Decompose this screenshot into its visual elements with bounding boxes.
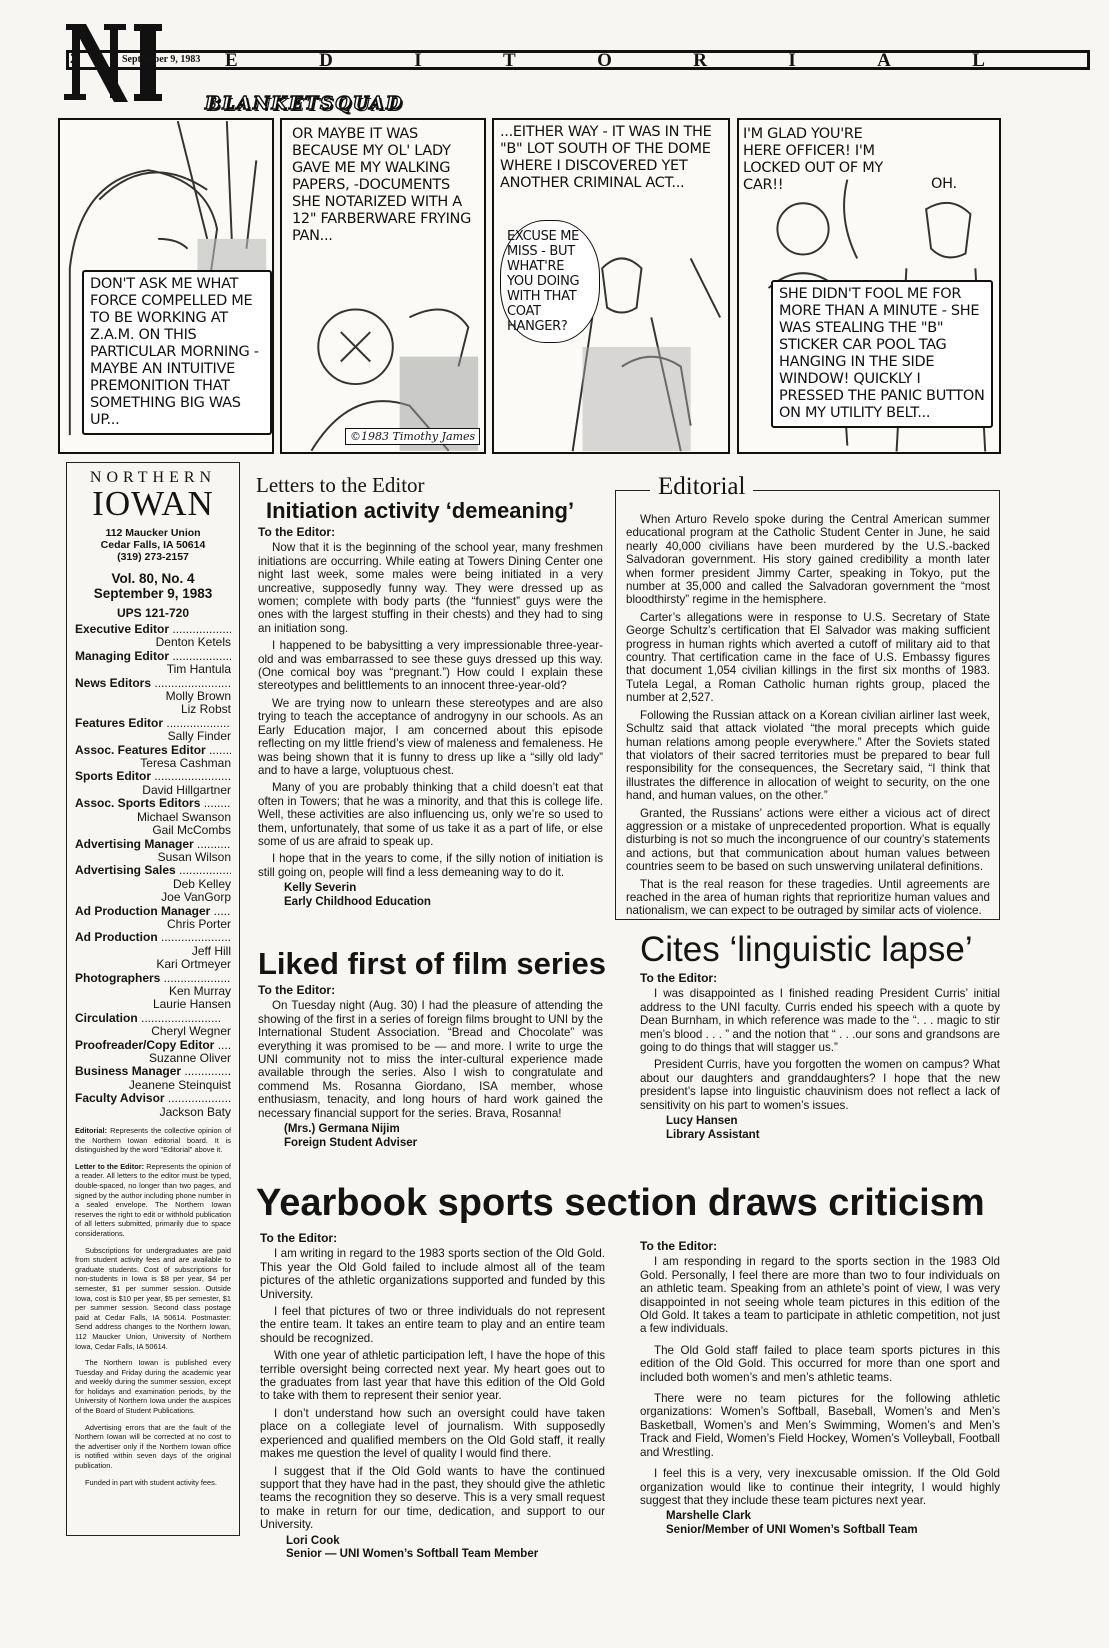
signature-name: (Mrs.) Germana Nijim [284,1123,400,1136]
note-text: Subscriptions for undergraduates are paid from student activity fees and are available to graduate students. Cost of subscriptions for non-students in Iowa is $8 per year, $4 per semester, $1 per summer session. Outside Iowa, cost is $10 per year, $5 per semester, $1 per summer session. Second class postage paid at Cedar Falls, IA 50614. Postmaster: Send address changes to the Northern Iowan, 112 Maucker Union, University of Northern Iowa, Cedar Falls, IA 50614. [75,1245,231,1351]
page-number: 2 [70,51,78,67]
staff-name: Tim Hantula [166,662,231,677]
address-line: 112 Maucker Union [105,527,201,539]
paragraph: I don’t understand how such an oversight could have taken place on a collegiate level of journalism. With supposedly experienced and qualified members on the Old Gold staff, it really makes me question the level of quality I would find there. [260,1406,605,1461]
paragraph: Carter’s allegations were in response to U.S. Secretary of State George Schultz’s certification that El Salvador was making sufficient progress in human rights which averted a cutoff of military aid to that country. That certification came in the face of U.S. Embassy figures that document 1,054 civilian killings in the first six months of 1983. Tutela Legal, a Roman Catholic human rights group, placed the number at 2,527. [626,610,990,705]
note-text: Represents the opinion of a reader. All letters to the editor must be typed, double-spaced, no longer than two pages, and signed by the author including phone number in a sealed envelope. The Northern Iowan reserves the right to edit or withhold publication of all letters submitted, primarily due to space considerations. [75,1161,231,1238]
note-text: Represents the collective opinion of the Northern Iowan editorial board. It is distinguished by the word "Editorial" above it. [75,1126,231,1155]
comic-caption-box: SHE DIDN'T FOOL ME FOR MORE THAN A MINUTE - SHE WAS STEALING THE "B" STICKER CAR POOL TAG HANGING IN THE SIDE WINDOW! QUICKLY I PRESSED THE PANIC BUTTON ON MY UTILITY BELT... [771,280,993,428]
comic-panel-4 [737,118,1001,454]
address-line: Cedar Falls, IA 50614 [100,539,206,551]
staff-name: Jeanene Steinquist [128,1077,231,1092]
paragraph: I suggest that if the Old Gold wants to have the continued support that they have had in the past, they should give the athletic teams the recognition they so deserve. This is a very small request to make in return for our time, dedication, and support to our University. [260,1464,605,1532]
ups-number: UPS 121-720 [116,606,190,620]
note-label: Letter to the Editor: [75,1161,145,1171]
salutation: To the Editor: [640,971,718,985]
masthead-note [75,1478,231,1488]
paragraph: I feel this is a very, very inexcusable omission. If the Old Gold organization would like to continue their integrity, I would highly suggest that they include these team pictures next year. [640,1467,1000,1507]
editorial-box [615,490,1000,920]
masthead-note [75,1358,231,1416]
masthead-notes [75,1126,231,1487]
artist-signature: ©1983 Timothy James [345,428,480,445]
note-text: The Northern Iowan is published every Tuesday and Friday during the academic year and weekly during the summer session, except for holidays and examination periods, by the University of Northern Iowa under the auspices of the Board of Student Publications. [75,1358,231,1416]
note-label: Editorial: [75,1126,108,1136]
yearbook-headline: Yearbook sports section draws criticism [256,1182,985,1224]
masthead-note [75,1126,231,1155]
signature-title: Foreign Student Adviser [284,1136,418,1149]
comic-panel-1 [58,118,274,454]
staff-name: David Hillgartner [142,782,231,797]
section-letter: O [597,50,612,71]
letters-kicker: Letters to the Editor [256,473,425,497]
nameplate-northern: NORTHERN [89,469,217,486]
staff-name: Joe VanGorp [161,890,231,905]
paragraph: I was disappointed as I finished reading President Curris’ initial address to the UNI faculty. Curris ended his speech with a quote by Dean Burnham, in which reference was made to the “. . . magic to stir men’s blood . . . ” and the notion that “ . . .our sons and grandsons are going to do things that will stagger us.” [640,987,1000,1055]
letter-yearbook-right [640,1238,1000,1537]
staff-role: Circulation ..... [75,1012,231,1025]
section-letter: R [693,50,707,71]
comic-title: BLANKETSQUAD [205,93,404,114]
staff-role: Assoc. Sports Editors ..... [75,797,231,810]
masthead-note [75,1246,231,1352]
staff-name: Jeff Hill [191,943,231,958]
section-letter: I [414,50,422,71]
staff-role: Advertising Sales ..... [75,864,231,877]
staff-role: Proofreader/Copy Editor ..... [75,1039,231,1052]
phone: (319) 273-2157 [117,551,189,563]
staff-role: Ad Production Manager ..... [75,905,231,918]
editorial-body [626,513,990,918]
paragraph: I feel that pictures of two or three individuals do not represent the entire team. It takes an entire team to play and an entire team should be recognized. [260,1305,605,1345]
section-name [225,50,985,72]
editorial-title: Editorial [650,473,753,501]
masthead-sidebar [66,462,240,1536]
paragraph: On Tuesday night (Aug. 30) I had the pleasure of attending the showing of the first in a series of foreign films brought to UNI by the International Student Association. “Bread and Chocolate” was everything it was promised to be — and more. I write to urge the UNI community not to miss the inter-cultural experience made available through the series. Also I wish to congratulate and commend Ms. Rosanna Giordano, ISA member, whose enthusiasm, tenacity, and long hours of hard work gained the necessary financial support for the series. Brava, Rosanna! [258,999,603,1120]
letter-body [640,1255,1000,1507]
salutation: To the Editor: [640,1239,718,1253]
letter-body [258,999,603,1120]
staff-name: Teresa Cashman [140,756,231,771]
signature-title: Early Childhood Education [284,895,431,908]
volume: Vol. 80, No. 4 [111,571,195,586]
letter-body [258,541,603,879]
paragraph: President Curris, have you forgotten the women on campus? What about our daughters and granddaughters? I hope that the new president’s lapse into linguistic chauvinism does not reflect a lack of sensitivity on his part to women’s issues. [640,1058,1000,1112]
staff-name: Laurie Hansen [152,997,231,1012]
masthead-date: September 9, 1983 [93,586,213,601]
staff-name: Michael Swanson [136,809,231,824]
paragraph: With one year of athletic participation left, I have the hope of this terrible oversight being corrected next year. My heart goes out to the graduates from last year that have this edition of the Old Gold to take with them to represent their senior year. [260,1349,605,1403]
paragraph: Granted, the Russians’ actions were either a vicious act of direct aggression or a mistake of unprecedented proportion. What is equally disturbing is not so much the incongruence of our country’s statements and actions, but that communication about human values between countries seem to be based on such unswerving unilateral definitions. [626,806,990,874]
staff-name: Cheryl Wegner [151,1024,231,1039]
speech-bubble: EXCUSE ME MISS - BUT WHAT'RE YOU DOING WITH THAT COAT HANGER? [500,220,600,343]
letter-film [258,946,606,1150]
staff-name: Denton Ketels [155,635,231,650]
paragraph: I hope that in the years to come, if the silly notion of initiation is still going on, people will find a less demeaning way to do it. [258,852,603,879]
salutation: To the Editor: [258,983,336,997]
staff-name: Deb Kelley [172,876,231,891]
staff-name: Kari Ortmeyer [156,957,231,972]
paragraph: Following the Russian attack on a Korean civilian airliner last week, Schultz said that attack violated “the moral precepts which guide human relations among people everywhere.” After the Soviets stated that violators of their sacred territories must be prepared to bear full responsibility for the consequences, the Secretary said, “I think that illustrates the difference in allocation of weight to security, on the one hand, and human values, on the other.” [626,708,990,803]
staff-role: Executive Editor ..... [75,623,231,636]
signature-title: Library Assistant [666,1128,760,1141]
comic-caption: DON'T ASK ME WHAT FORCE COMPELLED ME TO BE WORKING AT Z.A.M. ON THIS PARTICULAR MORNING - MAYBE AN INTUITIVE PREMONITION THAT SOMETHING BIG WAS UP... [82,270,272,435]
masthead-note [75,1423,231,1471]
letter-linguistic [640,930,1000,1142]
staff-list [75,623,231,1119]
comic-caption: OR MAYBE IT WAS BECAUSE MY OL' LADY GAVE ME MY WALKING PAPERS, -DOCUMENTS SHE NOTARIZED WITH A 12" FARBERWARE FRYING PAN... [292,126,472,244]
staff-name: Liz Robst [180,702,231,717]
staff-name: Jackson Baty [159,1104,231,1119]
note-text: Advertising errors that are the fault of the Northern Iowan will be corrected at no cost to the advertiser only if the Northern Iowan office is notified within seven days of the original publication. [75,1422,231,1471]
letter-body [640,987,1000,1112]
issue-date: September 9, 1983 [122,54,201,65]
paragraph: That is the real reason for these tragedies. Until agreements are reached in the area of human rights that reprioritize human values and nationalism, we can expect to be outraged by similar acts of violence. [626,877,990,918]
nameplate-iowan: IOWAN [92,484,214,523]
staff-role: Ad Production ..... [75,931,231,944]
staff-name: Susan Wilson [157,849,231,864]
letter-yearbook-left [260,1230,605,1562]
masthead-note [75,1162,231,1239]
staff-name: Sally Finder [167,729,231,744]
letter-body [260,1247,605,1531]
headline: Initiation activity ‘demeaning’ [266,498,575,523]
paragraph: The Old Gold staff failed to place team sports pictures in this edition of the Old Gold. This occurred for more than one sport and included both women’s and men’s athletic teams. [640,1343,1000,1384]
staff-role: Managing Editor ..... [75,650,231,663]
staff-name: Molly Brown [165,689,231,704]
section-letter: E [225,50,238,71]
paragraph: When Arturo Revelo spoke during the Central American summer educational program at the Catholic Student Center in June, he said nearly 40,000 civilians have been murdered by the U.S.-backed Salvadoran government. His story gained credibility a month later when former president Jimmy Carter, speaking in Tokyo, put the number at 35,000 and called the Salvadoran government the “most bloodthirsty” regime in the hemisphere. [626,513,990,607]
section-letter: A [877,50,891,71]
section-letter: T [503,50,516,71]
signature-name: Kelly Severin [284,882,357,895]
headline: Liked first of film series [258,946,606,981]
speech-text: OH. [931,176,957,192]
section-letter: I [788,50,796,71]
paragraph: I happened to be babysitting a very impressionable three-year-old and was embarrassed to see these guys dressed up this way. (One comical boy was “pregnant.”) How could I explain these stereotypes and belittlements to an innocent three-year-old? [258,639,603,693]
headline: Cites ‘linguistic lapse’ [640,930,973,969]
paragraph: There were no team pictures for the following athletic organizations: Women’s Softball, Baseball, Women’s and Men’s Basketball, Women’s and Men’s Swimming, Women’s and Men’s Track and Field, Women’s Field Hockey, Women’s Volleyball, Football and Wrestling. [640,1392,1000,1459]
salutation: To the Editor: [258,525,336,539]
staff-role: Advertising Manager ..... [75,838,231,851]
staff-role: Photographers ..... [75,972,231,985]
staff-role: Business Manager ..... [75,1065,231,1078]
paragraph: Now that it is the beginning of the school year, many freshmen initiations are occurring. While eating at Towers Dining Center one night last week, some males were being initiated in a very uncreative, supposedly funny way. They were dressed up as women; complete with body parts (the “funniest” guys were the ones with the largest stuffing in their chests) and they had to sing an initiation song. [258,541,603,635]
staff-name: Gail McCombs [152,823,231,838]
signature-name: Marshelle Clark [666,1510,752,1523]
comic-panel-2 [280,118,486,454]
letter-initiation [258,498,603,909]
paragraph: Many of you are probably thinking that a child doesn’t eat that often in Towers; that he was a minority, and that this is college life. Well, these activities are also influencing us, only we’re so used to them, unfortunately, that some of us take it as a part of life, or else some of us are afraid to speak up. [258,781,603,848]
signature-name: Lori Cook [286,1534,340,1547]
comic-caption: I'M GLAD YOU'RE HERE OFFICER! I'M LOCKED OUT OF MY CAR!! [743,126,883,193]
section-letter: L [972,50,985,71]
section-letter: D [319,50,333,71]
paragraph: I am writing in regard to the 1983 sports section of the Old Gold. This year the Old Gold failed to include almost all of the team pictures of the athletic organizations supported and funded by this University. [260,1247,605,1301]
comic-caption: ...EITHER WAY - IT WAS IN THE "B" LOT SOUTH OF THE DOME WHERE I DISCOVERED YET ANOTHER CRIMINAL ACT... [500,124,712,191]
staff-name: Ken Murray [168,983,231,998]
comic-panel-3 [492,118,730,454]
staff-name: Chris Porter [166,916,231,931]
note-text: Funded in part with student activity fees. [85,1477,217,1487]
staff-role: News Editors ..... [75,677,231,690]
salutation: To the Editor: [260,1231,338,1245]
staff-role: Assoc. Features Editor ..... [75,744,231,757]
staff-role: Sports Editor ..... [75,770,231,783]
staff-name: Suzanne Oliver [148,1051,231,1065]
staff-role: Features Editor ..... [75,717,231,730]
paragraph: We are trying now to unlearn these stereotypes and are also trying to teach the acceptance of androgyny in our schools. As an Early Education major, I am concerned about this episode reflecting on my little friend’s view of maleness and femaleness. He was being shown that it is funny to dress up like a “silly old lady” and to have a large, voluptuous chest. [258,696,603,777]
paragraph: I am responding in regard to the sports section in the 1983 Old Gold. Personally, I feel there are more than two to four individuals on an athletic team. Speaking from an athlete’s point of view, I was very disappointed in not seeing whole team pictures in this edition of the Old Gold. It takes a team to participate in athletic competition, not just a few individuals. [640,1255,1000,1336]
signature-title: Senior/Member of UNI Women’s Softball Team [666,1523,918,1536]
signature-name: Lucy Hansen [666,1115,738,1128]
signature-title: Senior — UNI Women’s Softball Team Member [286,1548,539,1561]
staff-role: Faculty Advisor ..... [75,1092,231,1105]
